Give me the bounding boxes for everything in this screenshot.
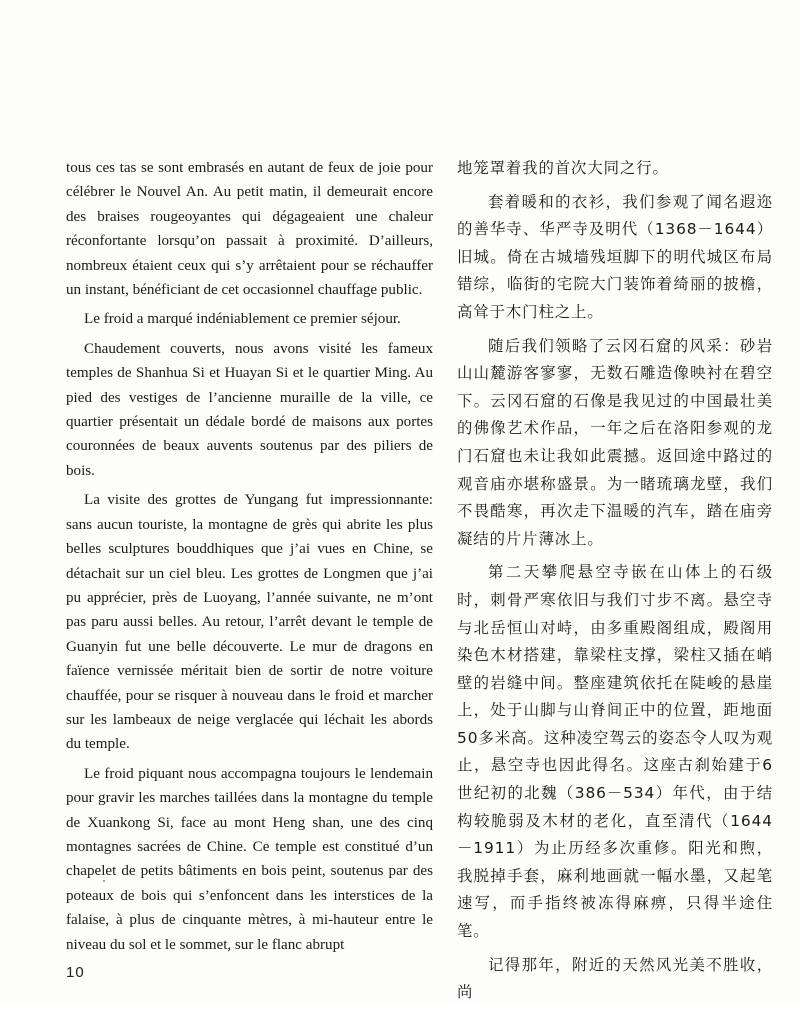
french-text-column (66, 156, 433, 962)
french-paragraph: tous ces tas se sont embrasés en autant de feux de joie pour célébrer le Nouvel An. Au petit matin, il demeurait encore des braises rougeoyantes qui dégageaient une chaleur réconfortante lorsqu’on passait à proximité. D’ailleurs, nombreux étaient ceux qui s’y arrêtaient pour se réchauffer un instant, bénéficiant de cet occasionnel chauffage public. (66, 160, 433, 299)
chinese-paragraph: 记得那年，附近的天然风光美不胜收，尚 (457, 955, 773, 1002)
chinese-text-column (457, 155, 773, 1013)
french-paragraph: Le froid a marqué indéniablement ce premier séjour. (84, 311, 401, 328)
page-number: 10 (66, 964, 85, 981)
chinese-paragraph: 第二天攀爬悬空寺嵌在山体上的石级时，刺骨严寒依旧与我们寸步不离。悬空寺与北岳恒山对峙，由多重殿阁组成，殿阁用染色木材搭建，靠梁柱支撑，梁柱又插在峭壁的岩缝中间。整座建筑依托在陡峻的悬崖上，处于山脚与山脊间正中的位置，距地面50多米高。这种凌空驾云的姿态令人叹为观止，悬空寺也因此得名。这座古刹始建于6世纪初的北魏（386－534）年代，由于结构较脆弱及木材的老化，直至清代（1644－1911）为止历经多次重修。阳光和煦，我脱掉手套，麻利地画就一幅水墨，又起笔速写，而手指终被冻得麻痹，只得半途住笔。 (457, 563, 773, 941)
print-speck (103, 880, 105, 882)
french-paragraph: Le froid piquant nous accompagna toujours le lendemain pour gravir les marches taillées dans la montagne du temple de Xuankong Si, face au mont Heng shan, une des cinq montagnes sacrées de Chine. Ce temple est constitué d’un chapelet de petits bâtiments en bois peint, soutenus par des poteaux de bois qui s’enfoncent dans les interstices de la falaise, à plus de cinquante mètres, à mi-hauteur entre le niveau du sol et le sommet, sur le flanc abrupt (66, 765, 433, 953)
french-paragraph: Chaudement couverts, nous avons visité les fameux temples de Shanhua Si et Huayan Si et le quartier Ming. Au pied des vestiges de l’ancienne muraille de la ville, ce quartier présentait un dédale bordé de maisons aux portes couronnées de beaux auvents soutenus par des piliers de bois. (66, 340, 433, 479)
chinese-paragraph: 地笼罩着我的首次大同之行。 (457, 159, 669, 177)
chinese-paragraph: 套着暖和的衣衫，我们参观了闻名遐迩的善华寺、华严寺及明代（1368－1644）旧城。倚在古城墙残垣脚下的明代城区布局错综，临街的宅院大门装饰着绮丽的披檐，高耸于木门柱之上。 (457, 192, 773, 321)
french-paragraph: La visite des grottes de Yungang fut impressionnante: sans aucun touriste, la montagne de grès qui abrite les plus belles sculptures bouddhiques que j’ai vues en Chine, se détachait sur un ciel bleu. Les grottes de Longmen que j’ai pu apprécier, près de Luoyang, l’année suivante, ne m’ont pas paru aussi belles. Au retour, l’arrêt devant le temple de Guanyin fut une belle découverte. Le mur de dragons en faïence vernissée méritait bien de sortir de notre voiture chauffée, pour se risquer à nouveau dans le froid et marcher sur les lambeaux de neige verglacée qui léchait les abords du temple. (66, 492, 433, 753)
chinese-paragraph: 随后我们领略了云冈石窟的风采：砂岩山山麓游客寥寥，无数石雕造像映衬在碧空下。云冈石窟的石像是我见过的中国最壮美的佛像艺术作品，一年之后在洛阳参观的龙门石窟也未让我如此震撼。返回途中路过的观音庙亦堪称盛景。为一睹琉璃龙壁，我们不畏酷寒，再次走下温暖的汽车，踏在庙旁凝结的片片薄冰上。 (457, 336, 773, 548)
